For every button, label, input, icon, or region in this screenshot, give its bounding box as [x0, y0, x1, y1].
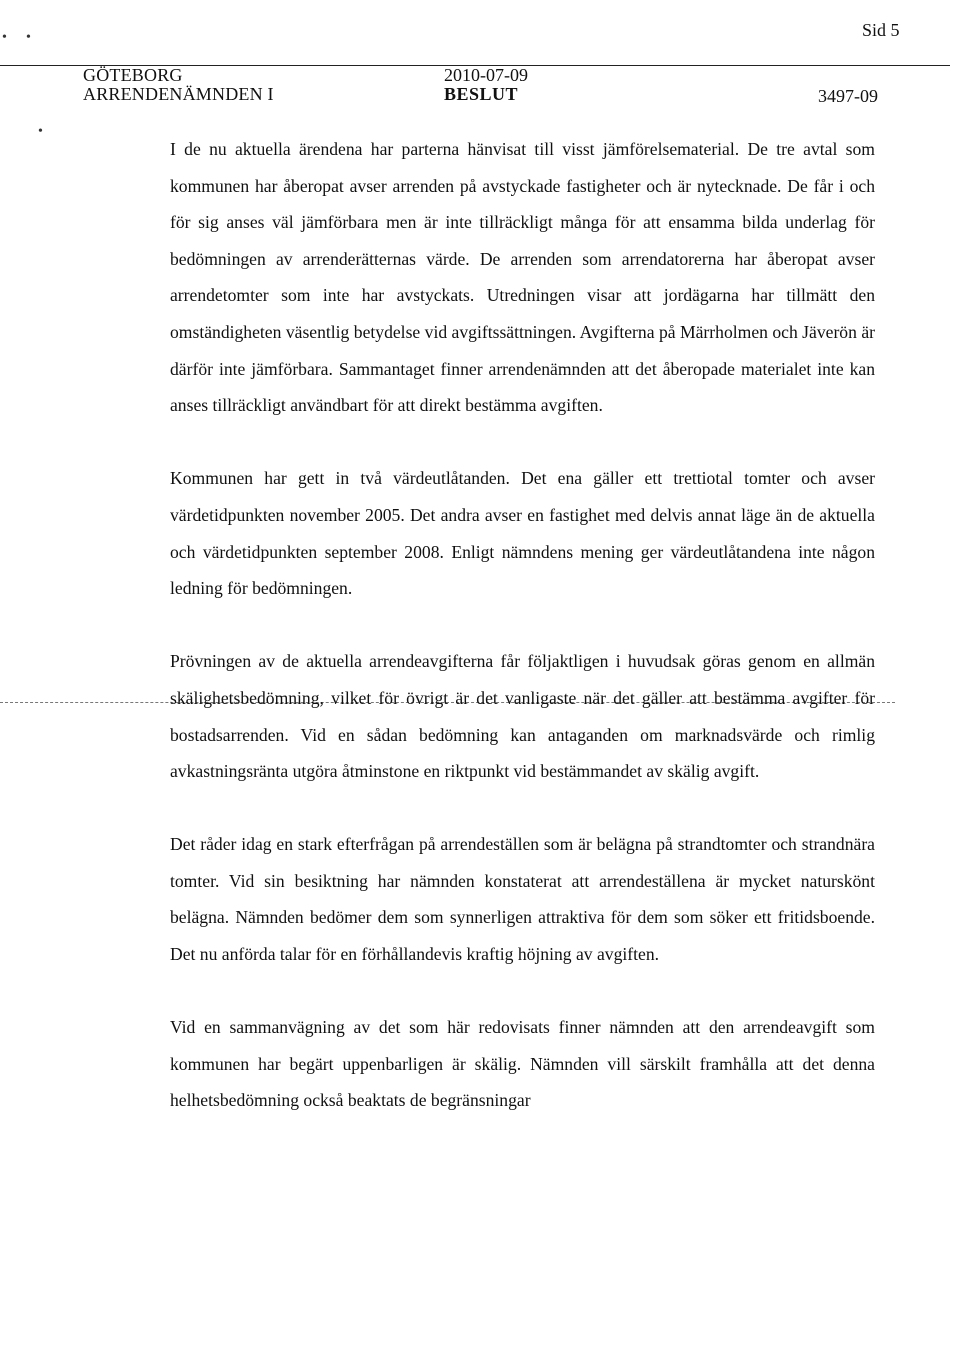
- document-type: BESLUT: [444, 84, 519, 104]
- decision-body: [170, 131, 875, 1119]
- paragraph: Vid en sammanvägning av det som här redovisats finner nämnden att den arrendeavgift som kommunen har begärt uppenbarligen är skälig. Nämnden vill särskilt framhålla att det denna helhetsbedömning också beaktats de begränsningar: [170, 1017, 875, 1111]
- paragraph: Kommunen har gett in två värdeutlåtanden. Det ena gäller ett trettiotal tomter och avser värdetidpunkten november 2005. Det andra avser en fastighet med delvis annat läge än de aktuella och värdetidpunkten september 2008. Enligt nämndens mening ger värdeutlåtandena inte någon ledning för bedömningen.: [170, 468, 875, 599]
- organization-name-line2: GÖTEBORG: [83, 65, 183, 85]
- organization-name-line1: ARRENDENÄMNDEN I: [83, 84, 274, 104]
- paragraph: Det råder idag en stark efterfrågan på arrendeställen som är belägna på strandtomter och strandnära tomter. Vid sin besiktning har nämnden konstaterat att arrendeställena är mycket naturskönt belägna. Nämnden bedömer dem som synnerligen attraktiva för dem som söker ett fritidsboende. Det nu anförda talar för en förhållandevis kraftig höjning av avgiften.: [170, 834, 875, 965]
- decision-date: 2010-07-09: [444, 65, 528, 85]
- margin-dot: •: [38, 124, 43, 139]
- page-number: Sid 5: [862, 20, 900, 40]
- margin-dot: •: [2, 30, 7, 45]
- paragraph: I de nu aktuella ärendena har parterna hänvisat till visst jämförelsematerial. De tre avtal som kommunen har åberopat avser arrenden på avstyckade fastigheter och är nytecknade. De får i och för sig anses väl jämförbara men är inte tillräckligt många för att ensamma bilda underlag för bedömningen av arrenderätternas värde. De arrenden som arrendatorerna har åberopat avser arrendetomter som inte har avstyckats. Utredningen visar att jordägarna har tillmätt den omständigheten väsentlig betydelse vid avgiftssättningen. Avgifterna på Märrholmen och Jäverön är därför inte jämförbara. Sammantaget finner arrendenämnden att det åberopade materialet inte kan anses tillräckligt användbart för att direkt bestämma avgiften.: [170, 139, 875, 416]
- case-number: 3497-09: [818, 86, 878, 106]
- margin-dot: •: [26, 30, 31, 45]
- paragraph: Prövningen av de aktuella arrendeavgifterna får följaktligen i huvudsak göras genom en allmän skälighetsbedömning, vilket för övrigt är det vanligaste när det gäller att bestämma avgifter för bostadsarrenden. Vid en sådan bedömning kan antaganden om marknadsvärde och rimlig avkastningsränta utgöra åtminstone en riktpunkt vid bestämmandet av skälig avgift.: [170, 651, 875, 782]
